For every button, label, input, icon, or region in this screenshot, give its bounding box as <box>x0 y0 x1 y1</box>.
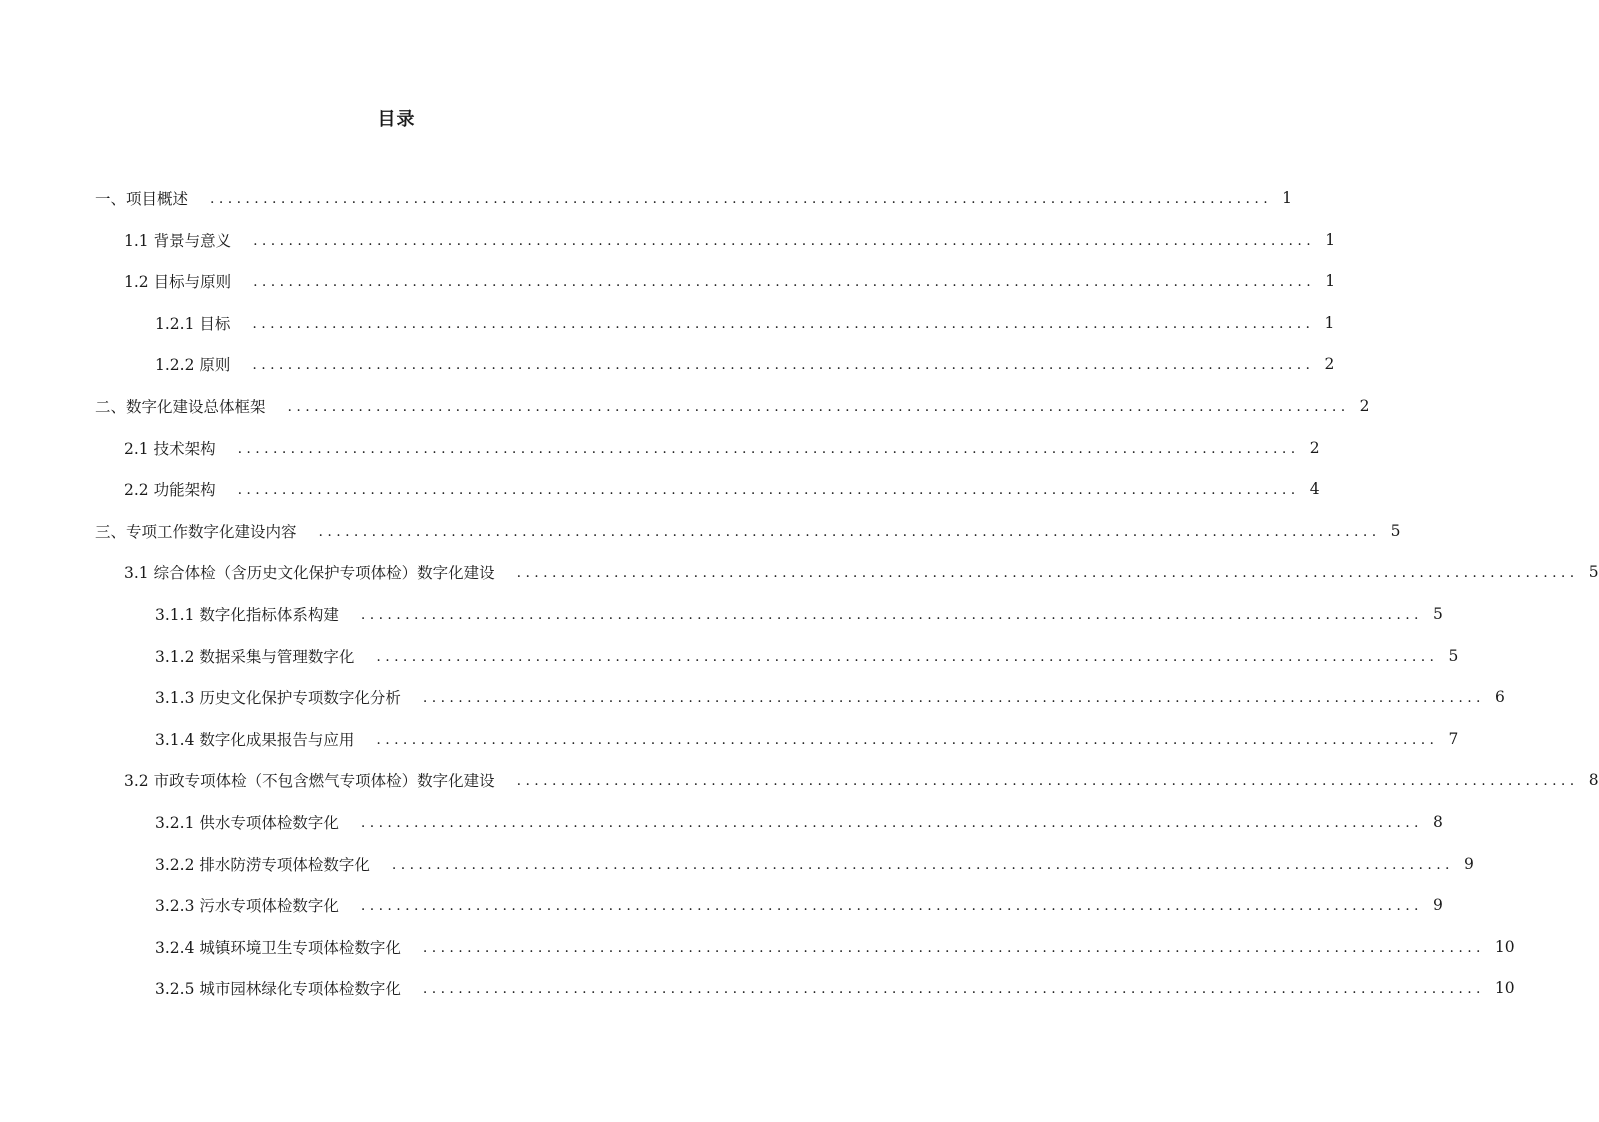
toc-entry[interactable] <box>155 636 1459 676</box>
toc-entry-page: 5 <box>1433 605 1443 623</box>
toc-entry[interactable] <box>155 802 1443 842</box>
toc-entry[interactable] <box>155 719 1459 759</box>
toc-entry-label: 二、数字化建设总体框架 <box>95 398 266 416</box>
toc-entry-page: 10 <box>1494 937 1515 956</box>
toc-entry[interactable] <box>124 760 1599 800</box>
toc-dot-leader: ........................................................................................................................ <box>252 357 1315 374</box>
toc-entry-label: 3.2.3 污水专项体检数字化 <box>155 897 339 916</box>
toc-dot-leader: ........................................................................................................................ <box>391 856 1454 873</box>
toc-entry-label: 3.1.3 历史文化保护专项数字化分析 <box>155 689 401 708</box>
toc-entry-label: 一、项目概述 <box>95 190 189 208</box>
toc-dot-leader: ........................................................................................................................ <box>516 773 1579 790</box>
toc-entry[interactable] <box>155 677 1505 717</box>
toc-dot-leader: ........................................................................................................................ <box>210 191 1273 207</box>
toc-entry[interactable] <box>124 552 1599 592</box>
toc-entry-label: 3.1 综合体检（含历史文化保护专项体检）数字化建设 <box>124 564 495 583</box>
toc-entry[interactable] <box>95 386 1370 426</box>
toc-dot-leader: ........................................................................................................................ <box>318 523 1381 540</box>
toc-entry-label: 3.1.4 数字化成果报告与应用 <box>155 730 355 749</box>
toc-dot-leader: ........................................................................................................................ <box>360 607 1423 623</box>
toc-dot-leader: ........................................................................................................................ <box>252 315 1315 332</box>
toc-entry-page: 5 <box>1390 521 1401 540</box>
toc-entry-label: 1.1 背景与意义 <box>124 231 232 250</box>
toc-entry-page: 9 <box>1464 854 1474 873</box>
toc-entry-label: 3.2.4 城镇环境卫生专项体检数字化 <box>155 938 401 957</box>
toc-entry[interactable] <box>124 428 1320 468</box>
toc-entry-label: 3.2 市政专项体检（不包含燃气专项体检）数字化建设 <box>124 772 495 791</box>
toc-entry-page: 1 <box>1325 272 1336 291</box>
toc-entry-page: 4 <box>1309 480 1320 499</box>
toc-entry[interactable] <box>124 220 1336 260</box>
toc-entry-page: 8 <box>1588 771 1599 790</box>
toc-dot-leader: ........................................................................................................................ <box>422 981 1485 998</box>
toc-entry[interactable] <box>155 344 1335 384</box>
toc-entry-label: 3.1.2 数据采集与管理数字化 <box>155 647 355 666</box>
toc-entry-page: 1 <box>1282 189 1293 207</box>
toc-entry-page: 9 <box>1433 896 1443 915</box>
toc-entry[interactable] <box>155 844 1474 884</box>
toc-dot-leader: ........................................................................................................................ <box>376 648 1439 665</box>
toc-entry-page: 1 <box>1325 230 1336 249</box>
toc-entry-label: 3.2.1 供水专项体检数字化 <box>155 814 339 832</box>
toc-dot-leader: ........................................................................................................................ <box>516 565 1579 582</box>
toc-entry[interactable] <box>124 469 1320 509</box>
toc-entry-page: 2 <box>1324 355 1335 374</box>
toc-dot-leader: ........................................................................................................................ <box>422 690 1485 707</box>
toc-entry-label: 三、专项工作数字化建设内容 <box>95 522 297 541</box>
toc-entry-label: 3.1.1 数字化指标体系构建 <box>155 606 339 624</box>
toc-entry-page: 10 <box>1494 979 1515 998</box>
toc-dot-leader: ........................................................................................................................ <box>253 274 1316 291</box>
toc-dot-leader: ........................................................................................................................ <box>237 482 1300 499</box>
toc-title: 目录 <box>377 109 416 130</box>
toc-dot-leader: ........................................................................................................................ <box>237 440 1300 457</box>
toc-dot-leader: ........................................................................................................................ <box>360 815 1423 831</box>
toc-entry-label: 1.2.2 原则 <box>155 356 231 375</box>
toc-entry[interactable] <box>155 303 1335 343</box>
toc-dot-leader: ........................................................................................................................ <box>287 399 1350 415</box>
toc-entry-label: 2.2 功能架构 <box>124 481 216 500</box>
toc-entry-page: 6 <box>1495 688 1505 707</box>
toc-entry[interactable] <box>155 885 1443 925</box>
toc-entry[interactable] <box>155 968 1515 1008</box>
toc-entry[interactable] <box>95 511 1401 551</box>
toc-dot-leader: ........................................................................................................................ <box>422 939 1485 956</box>
toc-entry[interactable] <box>95 178 1293 218</box>
toc-entry-label: 3.2.2 排水防涝专项体检数字化 <box>155 855 370 874</box>
toc-dot-leader: ........................................................................................................................ <box>253 232 1316 249</box>
toc-entry-label: 3.2.5 城市园林绿化专项体检数字化 <box>155 980 401 999</box>
toc-entry[interactable] <box>124 261 1336 301</box>
toc-entry-page: 7 <box>1448 729 1459 748</box>
toc-entry-page: 8 <box>1433 813 1443 831</box>
toc-entry-page: 5 <box>1448 646 1459 665</box>
toc-entry-page: 2 <box>1309 438 1320 457</box>
toc-dot-leader: ........................................................................................................................ <box>360 898 1423 915</box>
toc-entry-label: 2.1 技术架构 <box>124 439 216 458</box>
toc-entry-label: 1.2 目标与原则 <box>124 273 232 292</box>
toc-dot-leader: ........................................................................................................................ <box>376 731 1439 748</box>
toc-entry-label: 1.2.1 目标 <box>155 314 231 333</box>
toc-entry-page: 5 <box>1588 563 1599 582</box>
toc-entry-page: 2 <box>1359 397 1370 415</box>
toc-entry[interactable] <box>155 594 1443 634</box>
toc-entry[interactable] <box>155 927 1515 967</box>
toc-entry-page: 1 <box>1324 313 1335 332</box>
